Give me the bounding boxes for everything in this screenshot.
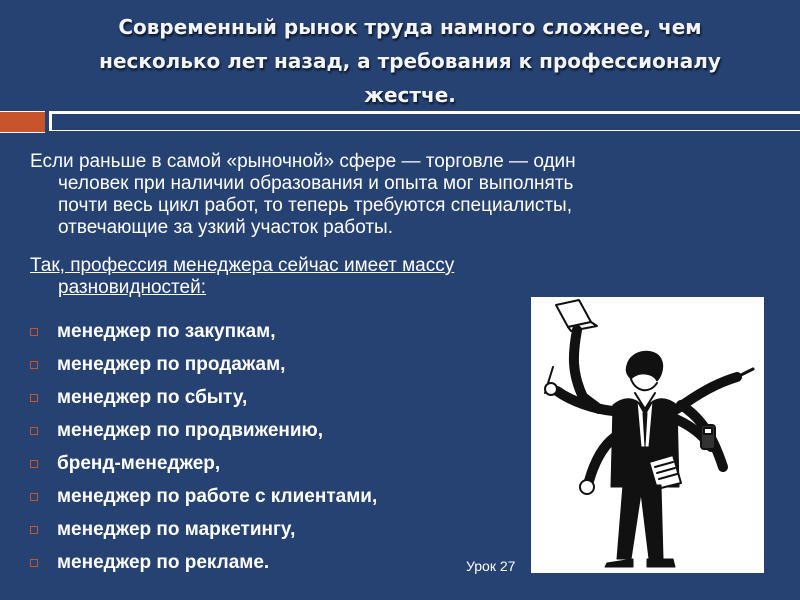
square-bullet-icon <box>30 460 38 468</box>
list-item-text: бренд-менеджер, <box>57 452 221 474</box>
list-item-text: менеджер по рекламе. <box>57 551 270 573</box>
accent-bar-blue <box>52 114 800 130</box>
slide-title <box>60 10 760 112</box>
list-item <box>30 480 377 513</box>
list-item <box>30 447 377 480</box>
businessman-illustration <box>531 297 764 573</box>
paragraph-line: почти весь цикл работ, то теперь требуются специалисты, <box>58 195 572 216</box>
list-item <box>30 381 377 414</box>
slide-footer: Урок 27 <box>466 558 516 574</box>
paragraph-line: человек при наличии образования и опыта мог выполнять <box>58 173 574 194</box>
list-item <box>30 414 377 447</box>
paragraph-line: отвечающие за узкий участок работы. <box>58 217 393 238</box>
list-item-text: менеджер по сбыту, <box>57 386 248 408</box>
list-intro <box>30 255 650 299</box>
list-item <box>30 315 377 348</box>
list-item-text: менеджер по продажам, <box>57 353 286 375</box>
body-paragraph <box>30 151 630 239</box>
list-item-text: менеджер по продвижению, <box>57 419 324 441</box>
square-bullet-icon <box>30 526 38 534</box>
intro-line: Так, профессия менеджера сейчас имеет массу <box>30 255 455 276</box>
square-bullet-icon <box>30 394 38 402</box>
accent-bar-red <box>0 111 45 133</box>
title-line: жестче. <box>364 83 456 107</box>
square-bullet-icon <box>30 559 38 567</box>
square-bullet-icon <box>30 427 38 435</box>
square-bullet-icon <box>30 328 38 336</box>
paragraph-line: Если раньше в самой «рыночной» сфере — торговле — один <box>30 151 576 172</box>
list-item-text: менеджер по работе с клиентами, <box>57 485 378 507</box>
manager-types-list <box>30 315 377 579</box>
list-item <box>30 348 377 381</box>
square-bullet-icon <box>30 361 38 369</box>
square-bullet-icon <box>30 493 38 501</box>
list-item <box>30 546 377 579</box>
list-item <box>30 513 377 546</box>
list-item-text: менеджер по закупкам, <box>57 320 276 342</box>
title-line: Современный рынок труда намного сложнее, чем <box>118 15 702 39</box>
list-item-text: менеджер по маркетингу, <box>57 518 296 540</box>
multi-armed-businessman-icon <box>531 297 764 573</box>
intro-line: разновидностей: <box>58 277 206 298</box>
title-line: несколько лет назад, а требования к профессионалу <box>99 49 721 73</box>
